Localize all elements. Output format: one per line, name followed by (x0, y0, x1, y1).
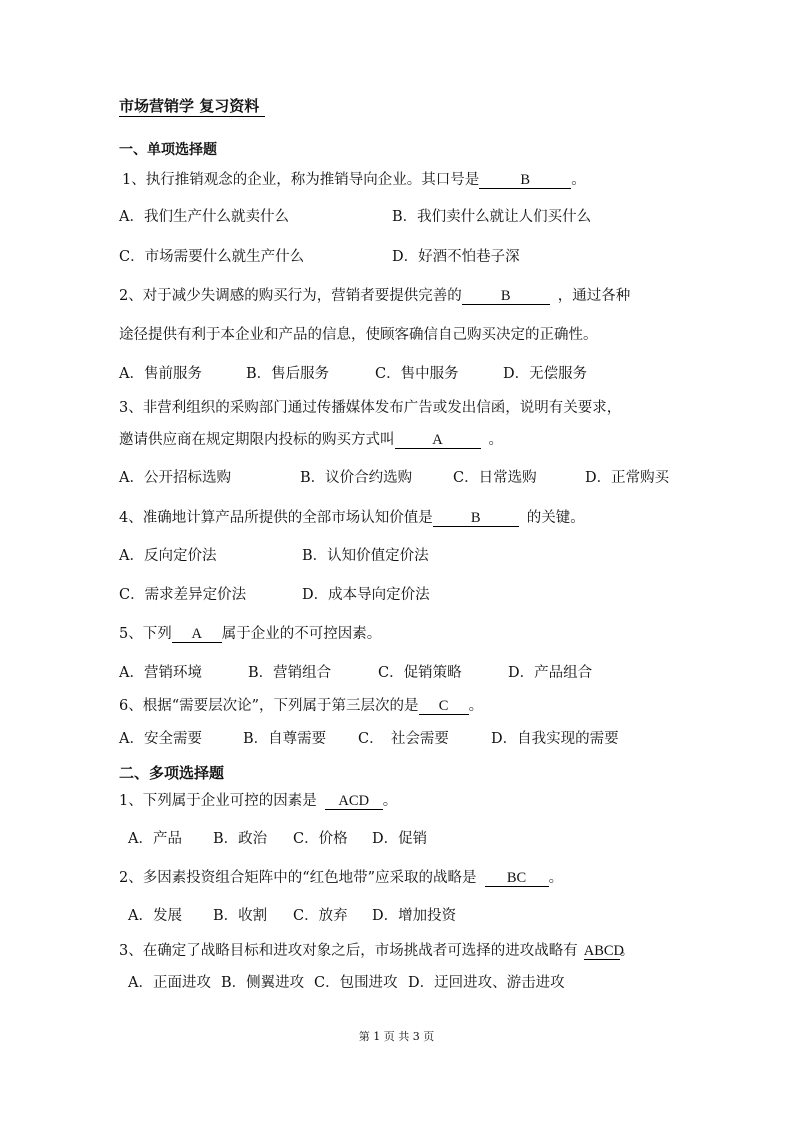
option: D．好酒不怕巷子深 (392, 249, 520, 265)
question-text: 6、根据“需要层次论”，下列属于第三层次的是 (119, 698, 419, 714)
option: D．促销 (372, 831, 428, 847)
question (119, 941, 634, 961)
answer-blank: A (395, 432, 481, 449)
option: D．产品组合 (508, 665, 593, 681)
option: D．成本导向定价法 (302, 587, 430, 603)
option: C．促销策略 (378, 665, 462, 681)
answer-blank: B (433, 510, 519, 527)
question-text: 1、执行推销观念的企业，称为推销导向企业。其口号是 (122, 172, 480, 188)
option: A．正面进攻 (128, 975, 211, 991)
option: D．无偿服务 (503, 366, 588, 382)
option: B．售后服务 (246, 366, 330, 382)
answer-blank: B (479, 172, 571, 189)
option: C．日常选购 (453, 470, 537, 486)
answer-blank: BC (485, 870, 549, 887)
option: C．需求差异定价法 (119, 587, 247, 603)
option: D．增加投资 (372, 908, 457, 924)
option: B．营销组合 (248, 665, 332, 681)
question (119, 868, 563, 888)
question (119, 791, 397, 811)
option: D．自我实现的需要 (491, 731, 619, 747)
question-suffix: 。 (488, 432, 503, 448)
answer-blank: ABCD (583, 943, 625, 959)
option: A．我们生产什么就卖什么 (119, 209, 289, 225)
answer-blank: B (462, 288, 550, 305)
question-suffix: 。 (382, 793, 398, 809)
question-suffix: 。 (468, 698, 484, 714)
question (119, 508, 585, 528)
option: B．侧翼进攻 (221, 975, 305, 991)
question (119, 696, 483, 716)
option: D．迂回进攻、游击进攻 (408, 975, 565, 991)
answer-blank: ACD (325, 793, 383, 810)
question (122, 170, 586, 190)
question-text: 2、对于减少失调感的购买行为，营销者要提供完善的 (119, 288, 462, 304)
question-suffix: 的关键。 (526, 510, 585, 526)
option: A．营销环境 (119, 665, 202, 681)
question-suffix: 属于企业的不可控因素。 (221, 626, 382, 642)
question-suffix: ，通过各种 (557, 288, 631, 304)
page-footer: 第 1 页 共 3 页 (358, 1030, 435, 1043)
question-text: 3、在确定了战略目标和进攻对象之后，市场挑战者可选择的进攻战略有 (119, 943, 578, 959)
question-text: 5、下列 (119, 626, 172, 642)
answer-blank: A (172, 626, 222, 643)
option: B．自尊需要 (243, 731, 327, 747)
option: C．包围进攻 (314, 975, 398, 991)
question-suffix: 。 (548, 870, 564, 886)
option: A．安全需要 (119, 731, 202, 747)
option: A．发展 (128, 908, 182, 924)
question-text: 1、下列属于企业可控的因素是 (119, 793, 317, 809)
option: C．放弃 (293, 908, 348, 924)
option: B．议价合约选购 (300, 470, 413, 486)
option: A．反向定价法 (119, 548, 217, 564)
question-continuation: 途径提供有利于本企业和产品的信息，使顾客确信自己购买决定的正确性。 (119, 327, 598, 343)
option: A．产品 (128, 831, 182, 847)
option: B．我们卖什么就让人们买什么 (392, 209, 592, 225)
question (119, 624, 381, 644)
option: C．市场需要什么就生产什么 (119, 249, 305, 265)
question-text: 2、多因素投资组合矩阵中的“红色地带”应采取的战略是 (119, 870, 477, 886)
question (119, 286, 630, 306)
option: A．公开招标选购 (119, 470, 231, 486)
question-continuation (119, 430, 503, 450)
answer-blank: C (419, 698, 469, 715)
question-text: 4、准确地计算产品所提供的全部市场认知价值是 (119, 510, 433, 526)
question-suffix: 。 (571, 172, 586, 188)
option: B．认知价值定价法 (302, 548, 429, 564)
document-title: 市场营销学 复习资料 (119, 96, 265, 117)
option: C．价格 (293, 831, 348, 847)
option: B．收割 (213, 908, 268, 924)
question-text: 邀请供应商在规定期限内投标的购买方式叫 (119, 432, 395, 448)
option: B．政治 (213, 831, 268, 847)
option: D．正常购买 (585, 470, 670, 486)
question-suffix: 。 (619, 943, 635, 959)
option: C．售中服务 (375, 366, 459, 382)
question: 3、非营利组织的采购部门通过传播媒体发布广告或发出信函，说明有关要求， (119, 400, 622, 416)
section-heading-single-choice: 一、单项选择题 (119, 142, 217, 158)
section-heading-multiple-choice: 二、多项选择题 (119, 764, 225, 782)
option: C． 社会需要 (358, 731, 449, 747)
option: A．售前服务 (119, 366, 202, 382)
